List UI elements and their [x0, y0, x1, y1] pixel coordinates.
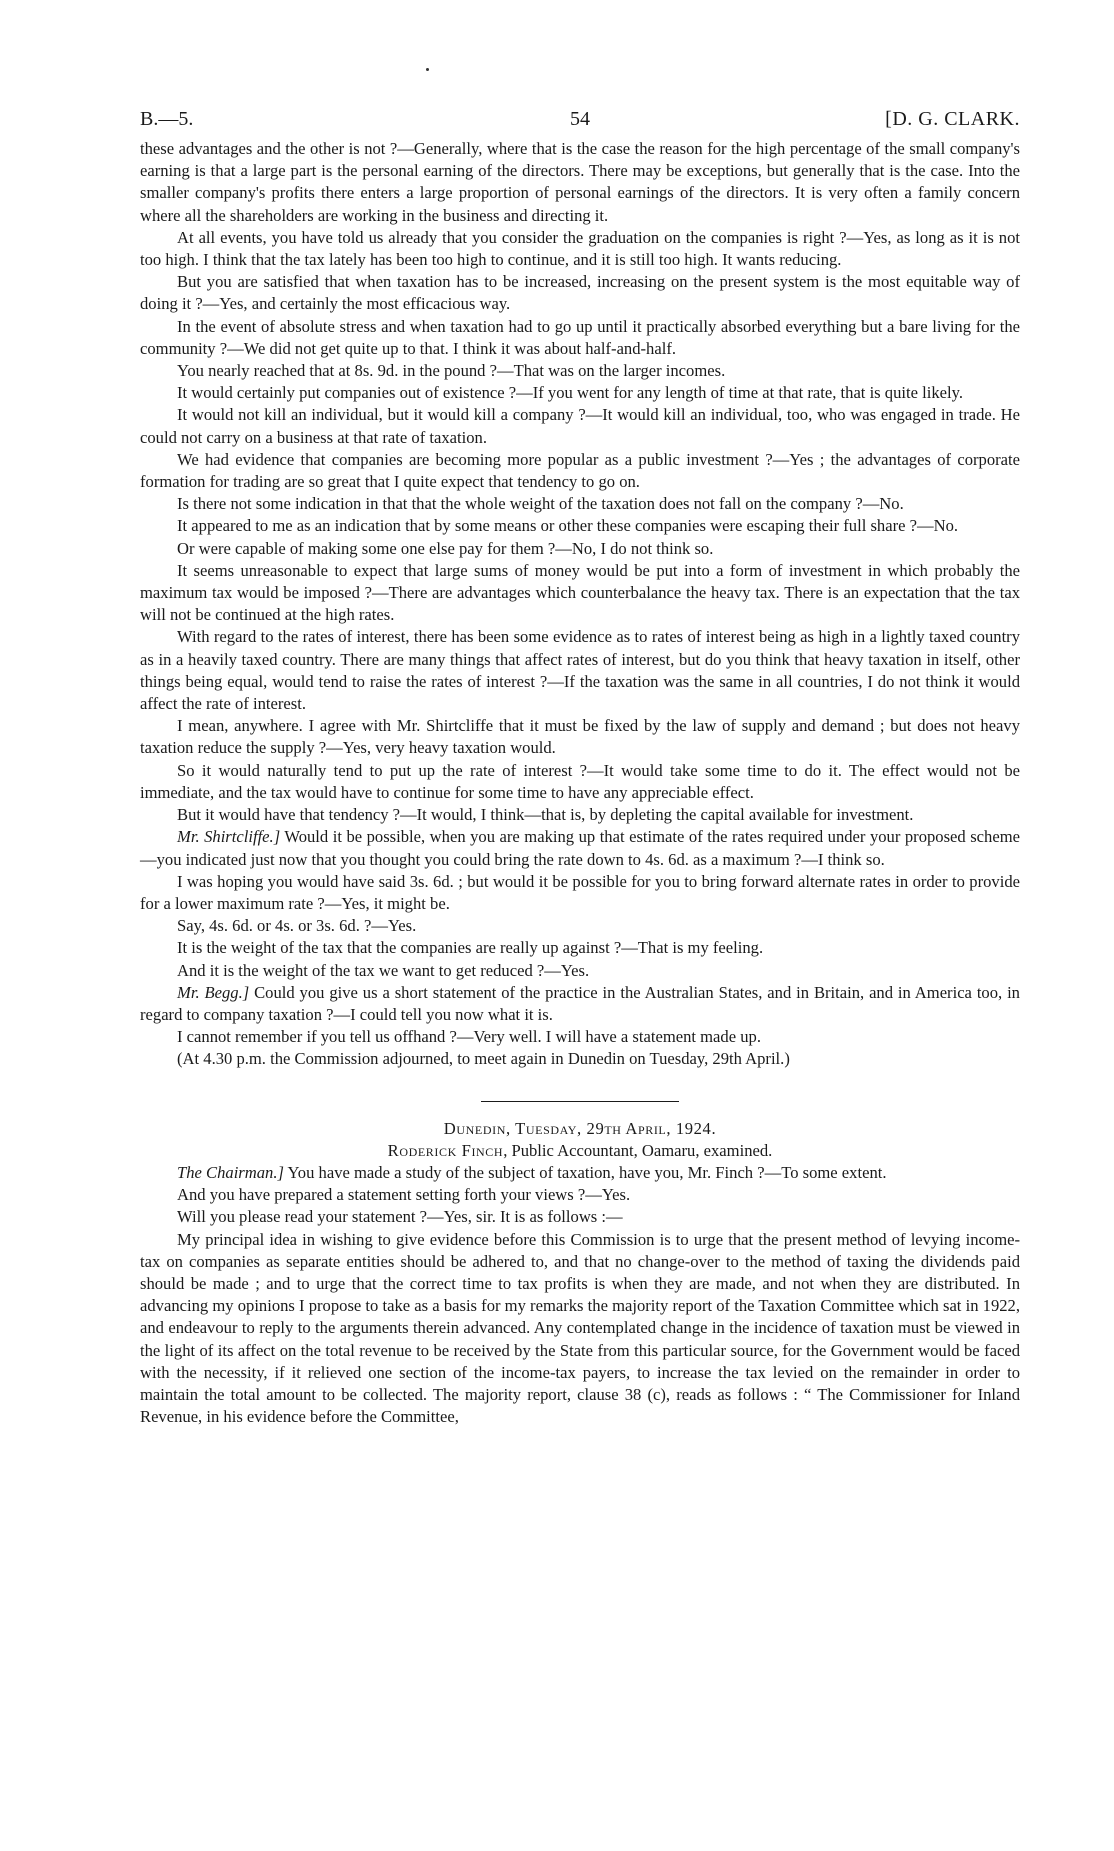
- paragraph: It is the weight of the tax that the companies are really up against ?—That is my feeling.: [177, 938, 764, 958]
- paragraph: In the event of absolute stress and when taxation had to go up until it practically absorbed everything but a bare living for the community ?—We did not get quite up to that. I think it was about half-and-half.: [140, 316, 1020, 358]
- paragraph: The Chairman.] You have made a study of the subject of taxation, have you, Mr. Finch ?—To some extent.: [177, 1162, 887, 1182]
- paragraph: But you are satisfied that when taxation has to be increased, increasing on the present system is the most equitable way of doing it ?—Yes, and certainly the most efficacious way.: [140, 272, 1020, 314]
- ink-speck: [426, 68, 429, 71]
- speaker-label: The Chairman.]: [177, 1162, 284, 1182]
- paragraph: At all events, you have told us already that you consider the graduation on the companies is right ?—Yes, as long as it is not too high. I think that the tax lately has been too high to continue, and it is still too high. It wants reducing.: [140, 227, 1020, 270]
- paragraph: My principal idea in wishing to give evidence before this Commission is to urge that the present method of levying income-tax on companies as separate entities should be adhered to, and that no change-over to the method of taxing the dividends paid should be made ; and to urge that the correct time to tax profits is when they are made, and not when they are distributed. In advancing my opinions I propose to take as a basis for my remarks the majority report of the Taxation Committee which sat in 1922, and endeavour to reply to the arguments therein advanced. Any contemplated change in the incidence of taxation must be viewed in the light of its affect on the total revenue to be received by the State from this particular source, for the Government would be faced with the necessity, if it relieved one section of the income-tax payers, to increase the tax levied on the remainder in order to maintain the total amount to be collected. The majority report, clause 38 (c), reads as follows : “ The Commissioner for Inland Revenue, in his evidence before the Committee,: [140, 1229, 1020, 1427]
- page-number: 54: [570, 108, 590, 130]
- speaker-label: Mr. Begg.]: [177, 982, 250, 1002]
- paragraph: It would certainly put companies out of existence ?—If you went for any length of time at that rate, that is quite likely.: [177, 383, 963, 403]
- paragraph: Will you please read your statement ?—Yes, sir. It is as follows :—: [177, 1207, 623, 1227]
- paragraph: these advantages and the other is not ?—Generally, where that is the case the reason for the high percentage of the small company's earning is that a large part is the personal earning of the directors. There may be exceptions, but generally that is the case. Into the smaller company's profits there enters a large proportion of personal earnings of the directors. It is very often a family concern where all the shareholders are working in the business and directing it.: [140, 139, 1020, 225]
- speaker-label: Mr. Shirtcliffe.]: [177, 827, 281, 847]
- paragraph: Say, 4s. 6d. or 4s. or 3s. 6d. ?—Yes.: [177, 916, 417, 936]
- section-divider: [481, 1101, 679, 1102]
- dateline: Dunedin, Tuesday, 29th April, 1924.: [443, 1118, 717, 1138]
- paragraph: Mr. Begg.] Could you give us a short statement of the practice in the Australian States, and in Britain, and in America too, in regard to company taxation ?—I could tell you now what it is.: [140, 982, 1020, 1024]
- paragraph: With regard to the rates of interest, there has been some evidence as to rates of interest being as high in a lightly taxed country as in a heavily taxed country. There are many things that affect rates of interest, but do you think that heavy taxation in itself, other things being equal, would tend to raise the rates of interest ?—If the taxation was the same in all countries, I do not think it would affect the rate of interest.: [140, 627, 1020, 714]
- paragraph: I cannot remember if you tell us offhand ?—Very well. I will have a statement made up.: [177, 1027, 761, 1047]
- paragraph: You nearly reached that at 8s. 9d. in the pound ?—That was on the larger incomes.: [177, 361, 726, 381]
- witness-name: Roderick Finch: [387, 1140, 504, 1160]
- paragraph: But it would have that tendency ?—It would, I think—that is, by depleting the capital available for investment.: [177, 805, 914, 825]
- document-page: [140, 108, 1020, 1428]
- paragraph: Is there not some indication in that that the whole weight of the taxation does not fall on the company ?—No.: [177, 494, 904, 514]
- witness-running-head: [D. G. CLARK.: [885, 108, 1020, 130]
- paragraph: I mean, anywhere. I agree with Mr. Shirtcliffe that it must be fixed by the law of supply and demand ; but does not heavy taxation reduce the supply ?—Yes, very heavy taxation would.: [140, 716, 1020, 758]
- paragraph: And you have prepared a statement setting forth your views ?—Yes.: [177, 1185, 631, 1205]
- paragraph: It would not kill an individual, but it would kill a company ?—It would kill an individual, too, who was engaged in trade. He could not carry on a business at that rate of taxation.: [140, 405, 1020, 447]
- testimony-part-1: [140, 138, 1020, 1071]
- paragraph: Or were capable of making some one else pay for them ?—No, I do not think so.: [177, 538, 714, 558]
- paragraph: And it is the weight of the tax we want to get reduced ?—Yes.: [177, 960, 590, 980]
- paragraph: It seems unreasonable to expect that large sums of money would be put into a form of investment in which probably the maximum tax would be imposed ?—There are advantages which counterbalance the heavy tax. There is an expectation that the tax will not be continued at the high rates.: [140, 560, 1020, 625]
- paragraph: So it would naturally tend to put up the rate of interest ?—It would take some time to do it. The effect would not be immediate, and the tax would have to continue for some time to have any appreciable effect.: [140, 760, 1020, 802]
- witness-description: , Public Accountant, Oamaru, examined.: [503, 1140, 773, 1160]
- paragraph: I was hoping you would have said 3s. 6d. ; but would it be possible for you to bring forward alternate rates in order to provide for a lower maximum rate ?—Yes, it might be.: [140, 871, 1020, 913]
- witness-heading: [140, 1140, 1020, 1162]
- report-code: B.—5.: [140, 108, 194, 130]
- paragraph: It appeared to me as an indication that by some means or other these companies were escaping their full share ?—No.: [177, 516, 959, 536]
- paragraph: We had evidence that companies are becoming more popular as a public investment ?—Yes ; the advantages of corporate formation for trading are so great that I quite expect that tendency to go on.: [140, 449, 1020, 492]
- paragraph: Mr. Shirtcliffe.] Would it be possible, when you are making up that estimate of the rates required under your proposed scheme—you indicated just now that you thought you could bring the rate down to 4s. 6d. as a maximum ?—I think so.: [140, 827, 1020, 869]
- page-header: [140, 108, 1020, 138]
- adjournment-note: (At 4.30 p.m. the Commission adjourned, to meet again in Dunedin on Tuesday, 29th April.): [177, 1049, 790, 1069]
- testimony-part-2: [140, 1162, 1020, 1428]
